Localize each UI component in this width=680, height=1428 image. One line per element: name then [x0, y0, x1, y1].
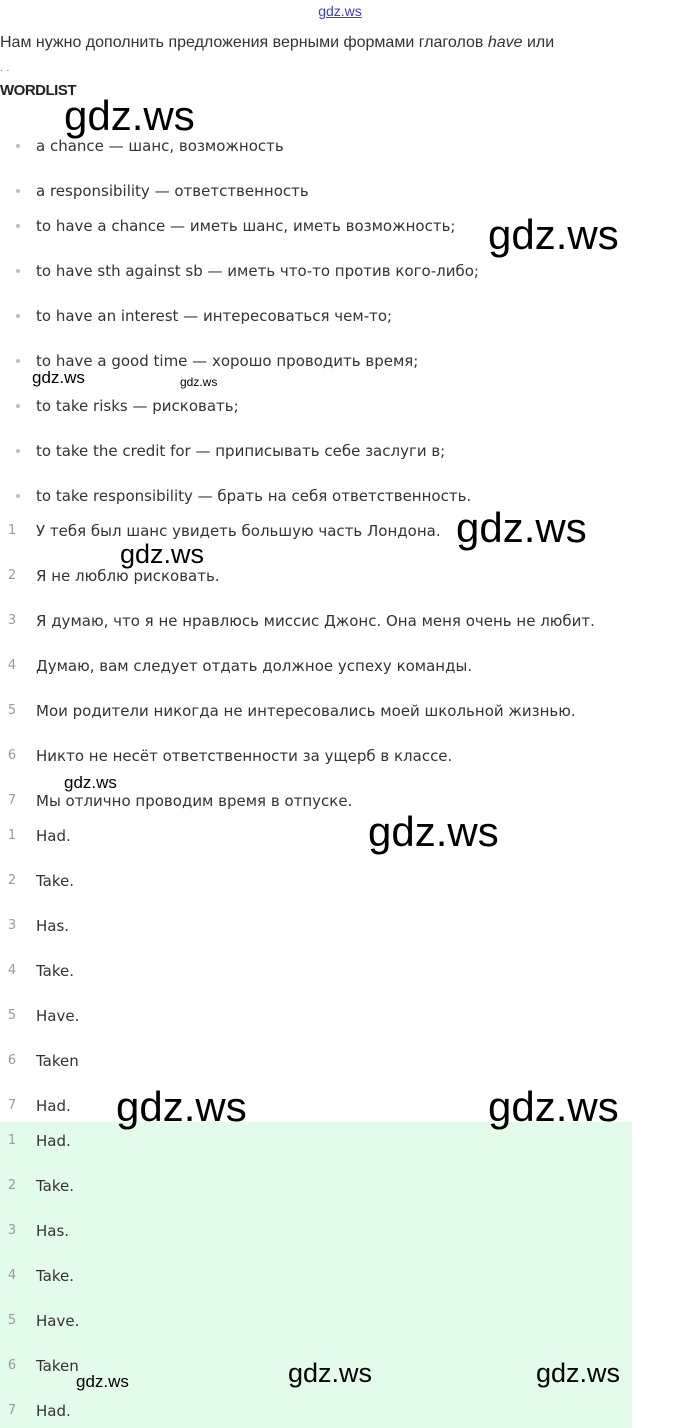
wordlist-item-text: to have an interest — интересоваться чем-то; — [36, 307, 393, 325]
watermark: gdz.ws — [116, 1083, 247, 1130]
bullet-icon — [16, 144, 20, 148]
row-text: Had. — [36, 1097, 71, 1115]
row-text: Мы отлично проводим время в отпуске. — [36, 792, 353, 810]
row-number: 5 — [7, 1008, 17, 1023]
row-number: 6 — [7, 748, 17, 763]
row-number: 4 — [7, 963, 17, 978]
row-text: Я не люблю рисковать. — [36, 567, 220, 585]
row-text: Have. — [36, 1312, 80, 1330]
bullet-icon — [16, 449, 20, 453]
watermark: gdz.ws — [368, 808, 499, 855]
watermark: gdz.ws — [288, 1358, 373, 1388]
row-number: 4 — [7, 1268, 17, 1283]
wordlist-item-text: to have a chance — иметь шанс, иметь возможность; — [36, 217, 456, 235]
row-text: Take. — [36, 1177, 75, 1195]
row-number: 1 — [7, 523, 17, 538]
row-text: Had. — [36, 827, 71, 845]
row-number: 4 — [7, 658, 17, 673]
row-text: Taken — [36, 1357, 79, 1375]
intro-text — [0, 33, 660, 53]
row-text: Had. — [36, 1132, 71, 1150]
row-text: Думаю, вам следует отдать должное успеху команды. — [36, 657, 473, 675]
bullet-icon — [16, 494, 20, 498]
watermark: gdz.ws — [456, 504, 587, 551]
intro-after: или — [522, 34, 555, 51]
row-number: 3 — [7, 918, 17, 933]
row-text: У тебя был шанс увидеть большую часть Лондона. — [36, 522, 441, 540]
row-text: Take. — [36, 872, 75, 890]
row-number: 2 — [7, 873, 17, 888]
wordlist-item-text: to take risks — рисковать; — [36, 397, 239, 415]
row-number: 3 — [7, 613, 17, 628]
bullet-icon — [16, 269, 20, 273]
row-text: Has. — [36, 917, 70, 935]
row-text: Мои родители никогда не интересовались моей школьной жизнью. — [36, 702, 576, 720]
row-number: 6 — [7, 1358, 17, 1373]
bullet-icon — [16, 224, 20, 228]
intro-emph: have — [487, 34, 523, 51]
watermark: gdz.ws — [488, 1083, 619, 1130]
row-text: Take. — [36, 962, 75, 980]
watermark: gdz.ws — [64, 92, 195, 139]
row-text: Никто не несёт ответственности за ущерб в классе. — [36, 747, 453, 765]
bullet-icon — [16, 359, 20, 363]
wordlist-item-text: a responsibility — ответственность — [36, 182, 309, 200]
wordlist-item-text: a chance — шанс, возможность — [36, 137, 284, 155]
intro-cut-line: . . — [0, 64, 10, 74]
watermark: gdz.ws — [32, 368, 85, 387]
row-number: 1 — [7, 828, 17, 843]
row-number: 1 — [7, 1133, 17, 1148]
row-number: 7 — [7, 793, 17, 808]
bullet-icon — [16, 314, 20, 318]
bullet-icon — [16, 404, 20, 408]
row-number: 6 — [7, 1053, 17, 1068]
row-text: Taken — [36, 1052, 79, 1070]
row-number: 2 — [7, 568, 17, 583]
row-number: 5 — [7, 703, 17, 718]
bullet-icon — [16, 189, 20, 193]
watermark: gdz.ws — [76, 1372, 129, 1391]
wordlist-item-text: to take the credit for — приписывать себе заслуги в; — [36, 442, 446, 460]
row-number: 2 — [7, 1178, 17, 1193]
row-number: 7 — [7, 1403, 17, 1418]
wordlist-item-text: to have sth against sb — иметь что-то против кого-либо; — [36, 262, 479, 280]
intro-before: Нам нужно дополнить предложения верными формами глаголов — [0, 34, 488, 51]
watermark: gdz.ws — [180, 375, 218, 389]
row-text: Has. — [36, 1222, 70, 1240]
wordlist-item-text: to have a good time — хорошо проводить время; — [36, 352, 419, 370]
row-text: Had. — [36, 1402, 71, 1420]
row-number: 7 — [7, 1098, 17, 1113]
watermark: gdz.ws — [64, 773, 117, 792]
wordlist-title: WORDLIST — [0, 82, 76, 99]
row-number: 5 — [7, 1313, 17, 1328]
row-number: 3 — [7, 1223, 17, 1238]
row-text: Take. — [36, 1267, 75, 1285]
watermark: gdz.ws — [488, 211, 619, 258]
header-watermark: gdz.ws — [318, 3, 362, 19]
watermark: gdz.ws — [536, 1358, 621, 1388]
row-text: Я думаю, что я не нравлюсь миссис Джонс. Она меня очень не любит. — [36, 612, 595, 630]
wordlist-item-text: to take responsibility — брать на себя ответственность. — [36, 487, 472, 505]
row-text: Have. — [36, 1007, 80, 1025]
watermark: gdz.ws — [120, 539, 205, 569]
